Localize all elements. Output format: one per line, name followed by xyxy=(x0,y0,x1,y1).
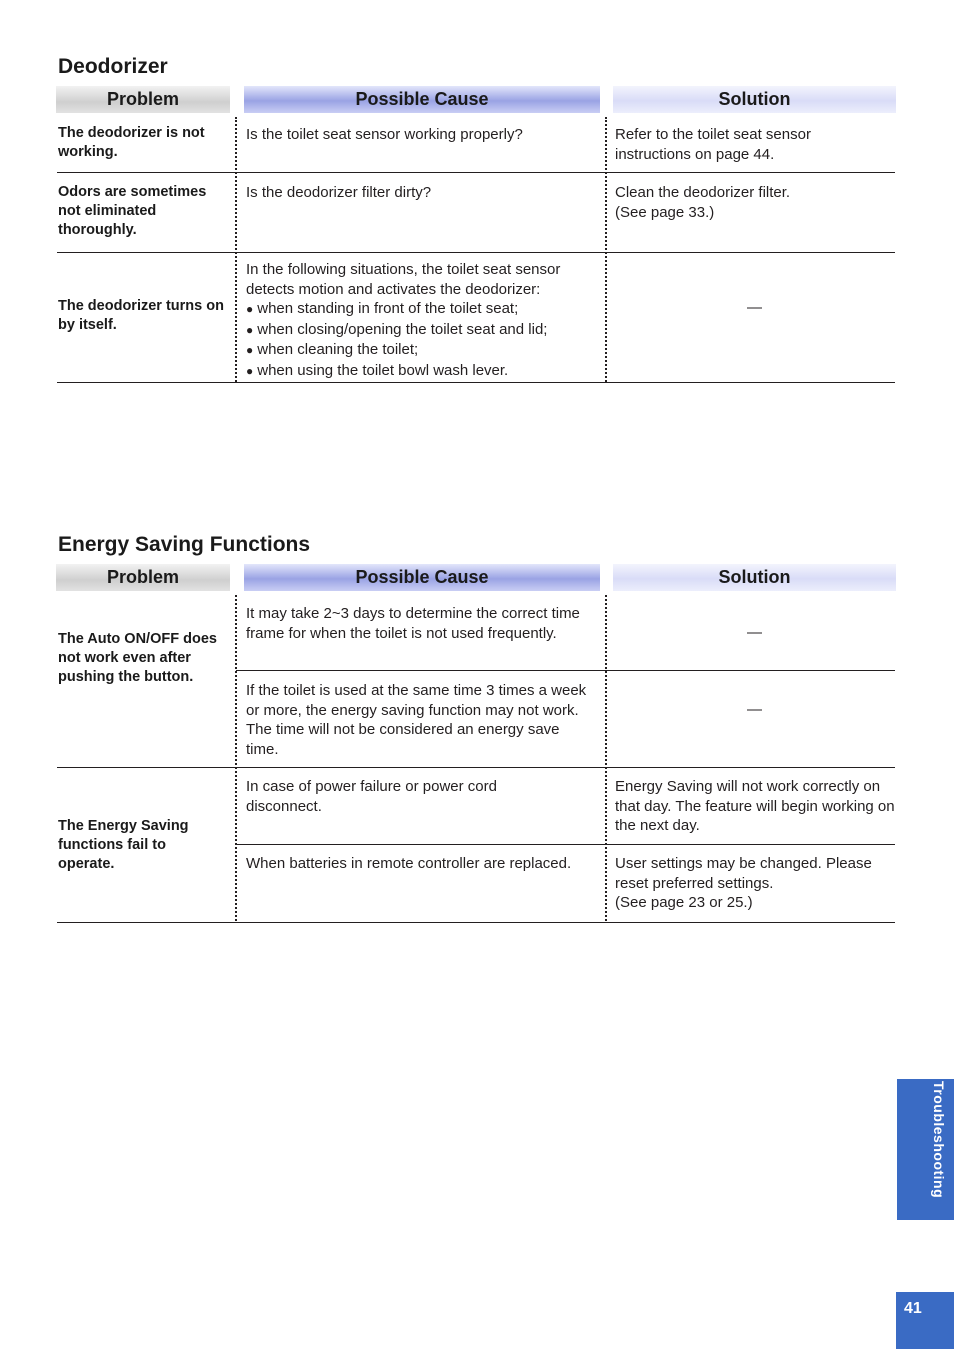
bullet-icon: ● xyxy=(246,302,254,316)
deodorizer-row1-solution: Refer to the toilet seat sensor instructions on page 44. xyxy=(615,126,811,163)
deodorizer-row2-solution-line2: (See page 33.) xyxy=(615,203,715,221)
deodorizer-row3-problem: The deodorizer turns on by itself. xyxy=(58,298,224,333)
energy-row2-sub-rule xyxy=(236,844,895,845)
energy-row1-solution2: — xyxy=(747,701,762,718)
deodorizer-row1-rule xyxy=(57,172,895,173)
energy-row2-cause1: In case of power failure or power cord disconnect. xyxy=(246,778,497,815)
energy-row1-sub-rule xyxy=(236,670,895,671)
deodorizer-divider-2 xyxy=(605,117,607,382)
energy-row1-solution1: — xyxy=(747,624,762,641)
section-tab-label: Troubleshooting xyxy=(931,1081,947,1199)
deodorizer-divider-1 xyxy=(235,117,237,382)
page-number-box xyxy=(896,1292,954,1349)
energy-table-bottom-rule xyxy=(57,922,895,923)
energy-header-solution: Solution xyxy=(613,564,896,591)
deodorizer-header-cause: Possible Cause xyxy=(244,86,600,113)
bullet-icon: ● xyxy=(246,363,254,378)
energy-divider-1 xyxy=(235,595,237,921)
deodorizer-row2-problem: Odors are sometimes not eliminated thoroughly. xyxy=(58,184,207,238)
energy-row1-cause2: If the toilet is used at the same time 3 times a week or more, the energy saving function may not work. The time will not be considered an energy save time. xyxy=(246,682,587,758)
energy-row2-solution2 xyxy=(615,854,897,913)
energy-row2-problem: The Energy Saving functions fail to operate. xyxy=(58,818,189,872)
list-item: ● when standing in front of the toilet seat; xyxy=(246,300,519,317)
deodorizer-table-bottom-rule xyxy=(57,382,895,383)
energy-header-cause: Possible Cause xyxy=(244,564,600,591)
list-item: ● when cleaning the toilet; xyxy=(246,341,419,358)
bullet-icon: ● xyxy=(246,343,254,357)
deodorizer-row3-solution: — xyxy=(747,299,762,316)
deodorizer-row2-solution xyxy=(615,183,897,222)
energy-row1-rule xyxy=(57,767,895,768)
energy-row1-cause1: It may take 2~3 days to determine the correct time frame for when the toilet is not used frequently. xyxy=(246,605,580,642)
deodorizer-row1-cause: Is the toilet seat sensor working properly? xyxy=(246,126,523,143)
energy-row2-cause2: When batteries in remote controller are replaced. xyxy=(246,855,572,872)
energy-row1-problem: The Auto ON/OFF does not work even after pushing the button. xyxy=(58,631,217,685)
energy-row2-solution2-ref: (See page 23 or 25.) xyxy=(615,894,753,911)
list-item: ● when closing/opening the toilet seat and lid; xyxy=(246,320,548,338)
bullet-icon: ● xyxy=(246,322,254,337)
list-item: ● when using the toilet bowl wash lever. xyxy=(246,361,509,379)
section-tab-troubleshooting xyxy=(897,1079,954,1220)
deodorizer-row2-cause: Is the deodorizer filter dirty? xyxy=(246,184,432,201)
deodorizer-row3-cause xyxy=(246,260,596,381)
deodorizer-title: Deodorizer xyxy=(58,55,168,78)
deodorizer-header-solution: Solution xyxy=(613,86,896,113)
energy-row2-solution2-text: User settings may be changed. Please reset preferred settings. xyxy=(615,855,872,892)
deodorizer-row2-solution-line1: Clean the deodorizer filter. xyxy=(615,184,791,201)
page-number: 41 xyxy=(904,1300,922,1317)
deodorizer-row2-rule xyxy=(57,252,895,253)
deodorizer-header-problem: Problem xyxy=(56,86,230,113)
deodorizer-row1-problem: The deodorizer is not working. xyxy=(58,125,205,160)
energy-header-problem: Problem xyxy=(56,564,230,591)
energy-title: Energy Saving Functions xyxy=(58,533,311,556)
energy-row2-solution1: Energy Saving will not work correctly on that day. The feature will begin working on the next day. xyxy=(615,778,895,834)
deodorizer-row3-cause-intro: In the following situations, the toilet seat sensor detects motion and activates the deodorizer: xyxy=(246,261,561,298)
